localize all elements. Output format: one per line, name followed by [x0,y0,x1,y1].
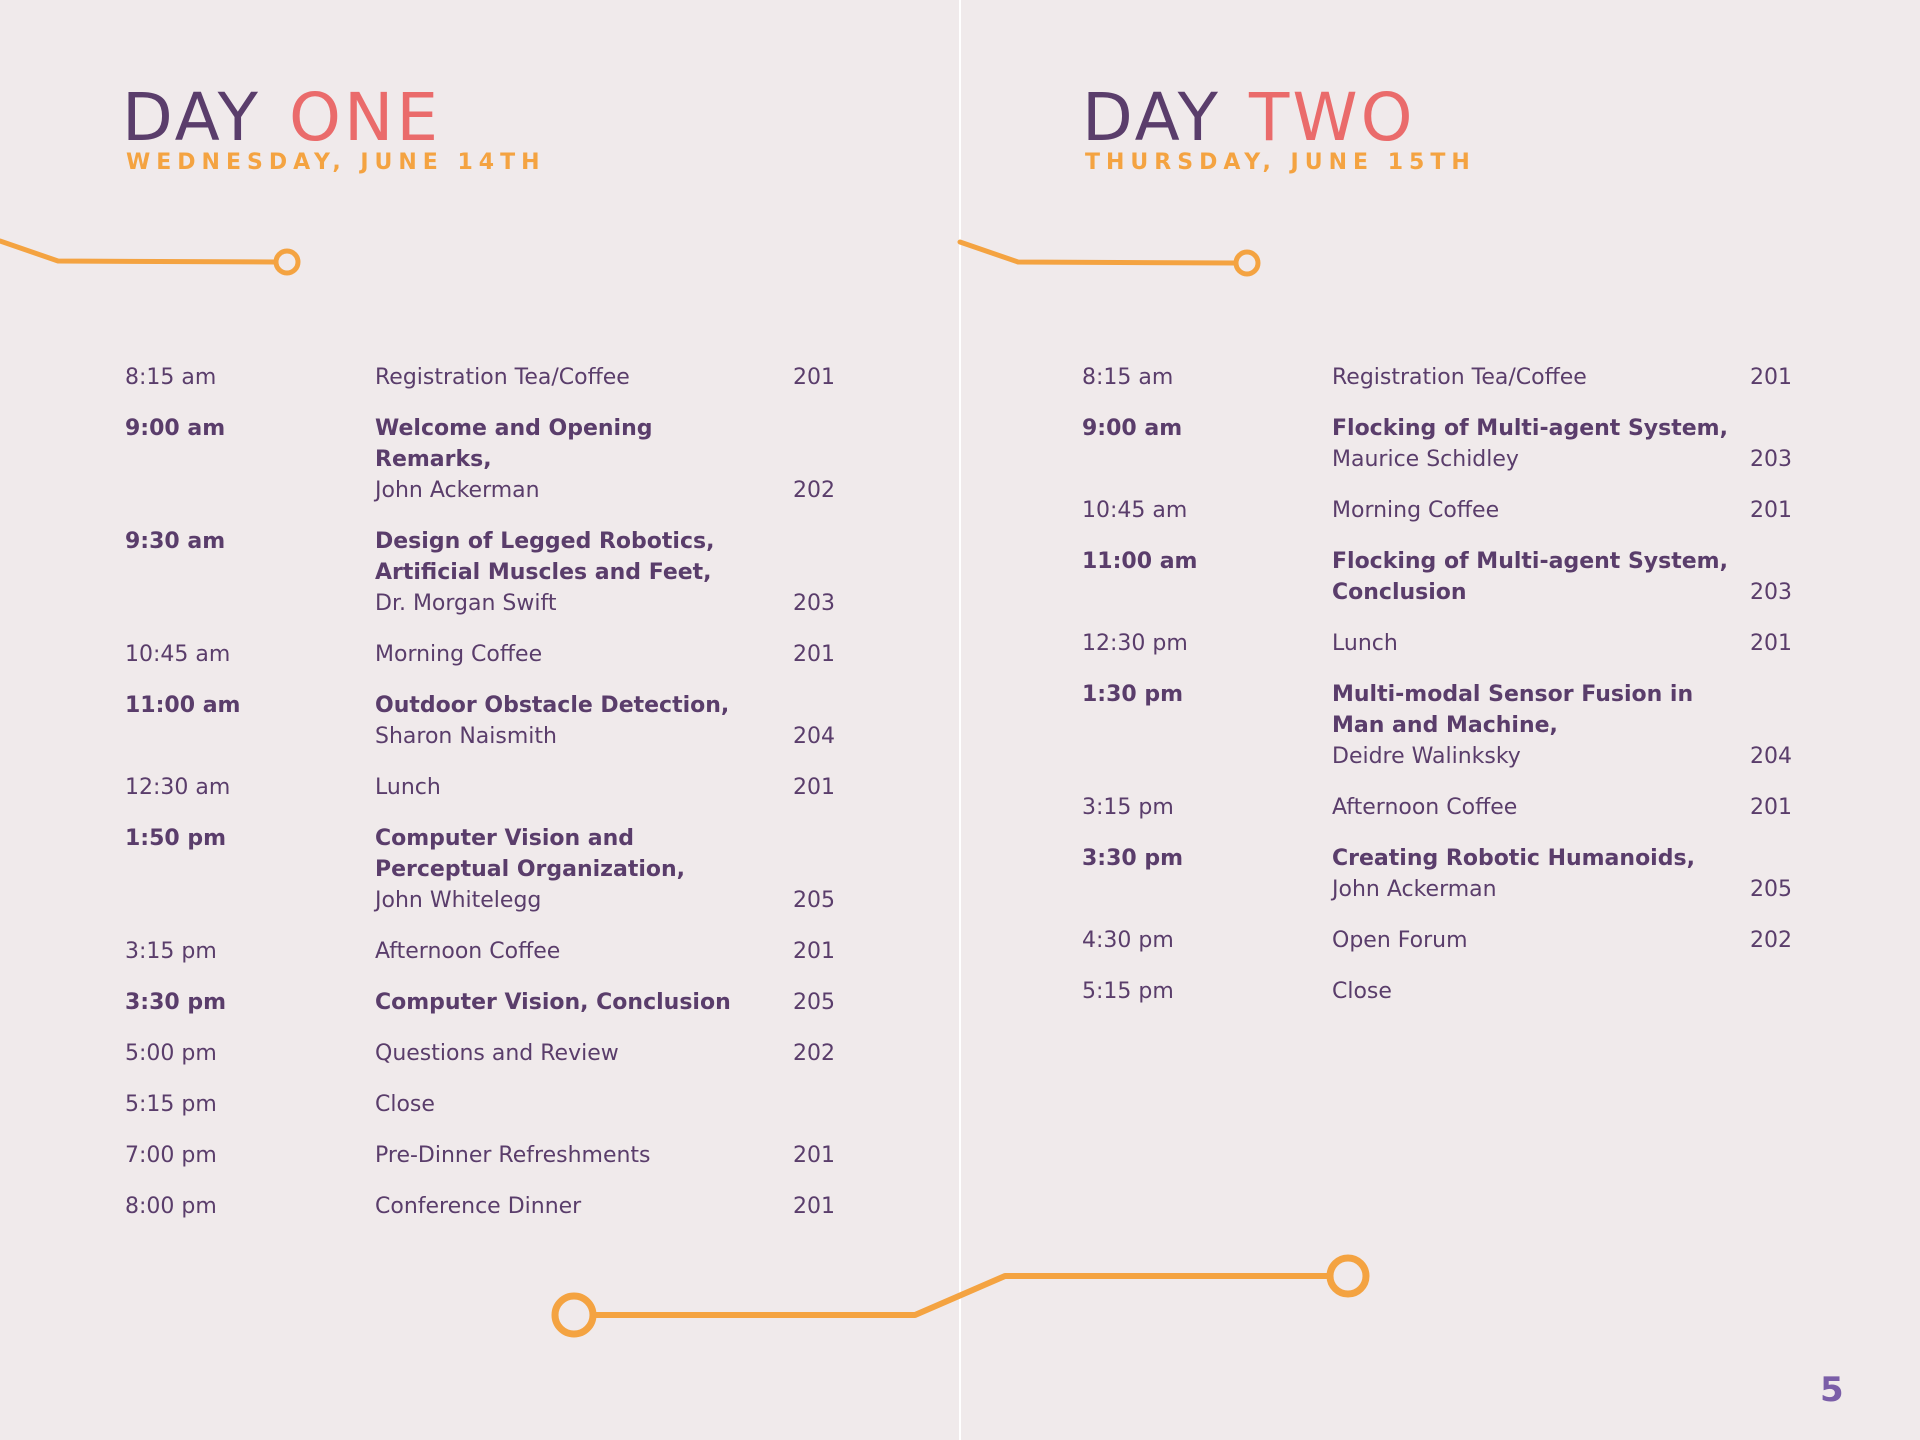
session-room: 203 [793,591,835,616]
session-room: 201 [793,642,835,667]
session-time: 3:30 pm [1082,846,1184,871]
session-room: 205 [793,990,835,1015]
day-two-circuit-line [960,242,1235,263]
session-room: 204 [1750,744,1792,769]
session-time: 11:00 am [125,693,241,718]
session-title: Computer Vision, Conclusion [375,990,731,1015]
session-time: 1:50 pm [125,826,227,851]
session-details [375,823,775,916]
session-speaker: John Ackerman [1332,877,1497,902]
session-speaker: Sharon Naismith [375,724,557,749]
day-one-heading [122,80,441,156]
session-speaker: Dr. Morgan Swift [375,591,557,616]
schedule-row [1082,362,1792,393]
session-room: 201 [1750,365,1792,390]
session-title: Conference Dinner [375,1194,582,1219]
day-one-schedule [125,362,835,1242]
session-details [375,362,775,393]
schedule-row [1082,843,1792,905]
page-number: 5 [1820,1370,1844,1410]
session-time: 3:15 pm [1082,795,1174,820]
session-speaker: Maurice Schidley [1332,447,1519,472]
day-two-schedule [1082,362,1792,1027]
schedule-row [1082,628,1792,659]
session-time: 9:30 am [125,529,226,554]
session-time: 1:30 pm [1082,682,1184,707]
session-time: 3:30 pm [125,990,227,1015]
schedule-row [1082,679,1792,772]
session-time: 8:15 am [125,365,217,390]
session-title: Design of Legged Robotics, Artificial Muscles and Feet, [375,529,715,585]
session-title: Morning Coffee [1332,498,1500,523]
session-details [375,1140,775,1171]
session-details [375,526,775,619]
day-one-date: WEDNESDAY, JUNE 14TH [126,150,546,175]
day-one-circuit-node [276,251,298,273]
session-time: 11:00 am [1082,549,1198,574]
day-two-date: THURSDAY, JUNE 15TH [1085,150,1476,175]
session-details [375,936,775,967]
day-one-circuit-line [0,241,275,262]
session-title: Welcome and Opening Remarks, [375,416,653,472]
session-room: 202 [793,478,835,503]
bottom-circuit-node-right [1330,1258,1366,1294]
schedule-row [125,772,835,803]
session-title: Registration Tea/Coffee [375,365,630,390]
schedule-row [125,823,835,916]
session-details [1332,925,1732,956]
session-title: Close [375,1092,435,1117]
schedule-row [125,1191,835,1222]
session-room: 201 [793,939,835,964]
session-title: Lunch [375,775,441,800]
session-room: 201 [793,775,835,800]
schedule-row [125,526,835,619]
schedule-row [1082,976,1732,1007]
session-details [375,1191,775,1222]
session-details [375,987,775,1018]
session-details [1332,976,1732,1007]
session-title: Lunch [1332,631,1398,656]
schedule-row [1082,413,1792,475]
session-room: 201 [1750,631,1792,656]
session-room: 201 [793,365,835,390]
session-title: Flocking of Multi-agent System, [1332,416,1728,441]
session-title: Registration Tea/Coffee [1332,365,1587,390]
day-two-circuit-node [1236,252,1258,274]
session-details [1332,843,1732,905]
day-two-heading-word1: DAY [1082,79,1222,156]
session-room: 202 [1750,928,1792,953]
session-time: 5:15 pm [1082,979,1174,1004]
session-time: 5:00 pm [125,1041,217,1066]
schedule-row [125,639,835,670]
schedule-row [125,1140,835,1171]
bottom-circuit-line [596,1276,1330,1315]
session-title: Morning Coffee [375,642,543,667]
session-time: 9:00 am [1082,416,1183,441]
session-time: 12:30 pm [1082,631,1188,656]
session-details [1332,679,1732,772]
session-details [1332,495,1732,526]
schedule-row [125,1038,835,1069]
session-room: 205 [793,888,835,913]
session-title: Multi-modal Sensor Fusion in Man and Machine, [1332,682,1694,738]
session-title: Pre-Dinner Refreshments [375,1143,651,1168]
schedule-row [125,987,835,1018]
session-title: Afternoon Coffee [375,939,561,964]
session-speaker: John Ackerman [375,478,540,503]
session-speaker: Deidre Walinksky [1332,744,1521,769]
session-time: 9:00 am [125,416,226,441]
day-one-heading-word1: DAY [122,79,262,156]
session-details [1332,362,1732,393]
session-details [375,639,775,670]
schedule-row [1082,925,1792,956]
session-time: 5:15 pm [125,1092,217,1117]
schedule-row [125,413,835,506]
session-room: 204 [793,724,835,749]
session-title: Creating Robotic Humanoids, [1332,846,1695,871]
schedule-row [125,362,835,393]
session-details [375,1089,775,1120]
session-title: Afternoon Coffee [1332,795,1518,820]
session-room: 201 [1750,498,1792,523]
session-title: Close [1332,979,1392,1004]
session-room: 201 [1750,795,1792,820]
session-time: 10:45 am [125,642,231,667]
session-time: 12:30 am [125,775,231,800]
session-time: 10:45 am [1082,498,1188,523]
day-two-heading [1082,80,1416,156]
schedule-row [125,690,835,752]
session-time: 3:15 pm [125,939,217,964]
session-details [1332,792,1732,823]
session-details [1332,628,1732,659]
session-speaker: John Whitelegg [375,888,542,913]
schedule-row [125,1089,775,1120]
session-room: 205 [1750,877,1792,902]
session-details [1332,413,1732,475]
bottom-circuit-node-left [555,1296,593,1334]
session-time: 8:15 am [1082,365,1174,390]
session-details [375,1038,775,1069]
session-title: Computer Vision and Perceptual Organization, [375,826,686,882]
session-room: 201 [793,1194,835,1219]
session-room: 203 [1750,447,1792,472]
session-title: Open Forum [1332,928,1468,953]
session-title: Outdoor Obstacle Detection, [375,693,730,718]
session-details [375,413,775,506]
schedule-row [125,936,835,967]
session-time: 4:30 pm [1082,928,1174,953]
session-room: 203 [1750,580,1792,605]
session-room: 201 [793,1143,835,1168]
session-title: Questions and Review [375,1041,619,1066]
session-details [375,690,775,752]
session-time: 7:00 pm [125,1143,217,1168]
session-time: 8:00 pm [125,1194,217,1219]
session-room: 202 [793,1041,835,1066]
schedule-row [1082,792,1792,823]
day-one-heading-word2: ONE [289,79,442,156]
schedule-row [1082,546,1792,608]
session-details [1332,546,1732,608]
session-title: Flocking of Multi-agent System, Conclusion [1332,549,1728,605]
schedule-row [1082,495,1792,526]
day-two-heading-word2: TWO [1249,79,1416,156]
session-details [375,772,775,803]
